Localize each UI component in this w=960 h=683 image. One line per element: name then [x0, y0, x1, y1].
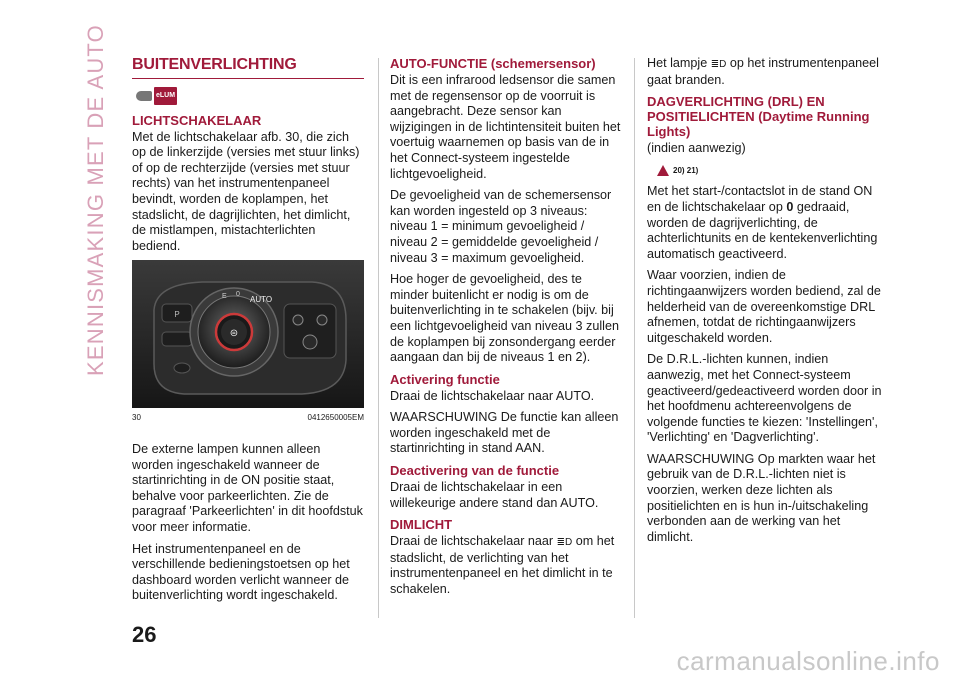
paragraph: De D.R.L.-lichten kunnen, indien aanwezig, met het Connect-systeem geactiveerd/gedeactiveerd worden door in het hoofdmenu achtereenvolgens de volgende functies te kiezen: 'Instellingen', 'Verlichting' en 'Dagverlichting'.: [647, 352, 882, 445]
text-fragment: Draai de lichtschakelaar naar: [390, 534, 554, 549]
column-divider: [634, 58, 635, 618]
paragraph: Hoe hoger de gevoeligheid, des te minder buitenlicht er nodig is om de buitenverlichting in te schakelen (bijv. bij een lichtgevoeligheid van niveau 3 zullen de koplampen bij zonsondergang eerder aangaan dan bij de niveaus 1 en 2).: [390, 272, 619, 365]
chapter-title-rule: [132, 78, 364, 79]
watermark: carmanualsonline.info: [676, 646, 940, 676]
paragraph: Dit is een infrarood ledsensor die samen met de regensensor op de voorruit is aangebracht. Deze sensor kan wijzigingen in de lichtintensiteit buiten het voertuig waarnemen op basis van de in het Connect-systeem ingestelde lichtgevoeligheid.: [390, 73, 621, 181]
paragraph: Draai de lichtschakelaar naar AUTO.: [390, 388, 595, 403]
switch-position-zero: 0: [786, 199, 794, 214]
text-fragment: gedraaid, worden de dagrijverlichting, de achterlichtunits en de kentekenverlichting automatisch geactiveerd.: [647, 199, 878, 261]
chapter-side-tab-label: KENNISMAKING MET DE AUTO: [83, 24, 108, 376]
warning-reference-numbers: 20) 21): [673, 165, 699, 175]
page-number: 26: [132, 622, 157, 647]
figure-code: 0412650005EM: [307, 413, 364, 423]
section-title-lichtschakelaar: LICHTSCHAKELAAR: [132, 112, 262, 128]
reference-badge-row: [136, 87, 364, 105]
section-title-deactivation: Deactivering van de functie: [390, 463, 560, 479]
paragraph: Het instrumentenpaneel en de verschillende bedieningstoetsen op het dashboard worden verlicht wanneer de buitenverlichting wordt ingeschakeld.: [132, 541, 350, 603]
paragraph: WAARSCHUWING Op markten waar het gebruik van de D.R.L.-lichten niet is voorzien, werken deze lichten als positielichten en is hun in-/uitschakeling verbonden aan de werking van het dimlicht.: [647, 451, 876, 544]
figure-label-p: P: [174, 310, 180, 320]
optional-note: (indien aanwezig): [647, 141, 746, 156]
light-switch-illustration: [132, 260, 364, 408]
pointing-hand-icon: [136, 91, 152, 101]
figure-number: 30: [132, 413, 141, 423]
figure-label-zero: 0: [236, 291, 240, 299]
column-1: [132, 56, 364, 610]
text-fragment: Met het start-/contactslot in de stand ON en de lichtschakelaar op: [647, 184, 873, 214]
paragraph: Met de lichtschakelaar afb. 30, die zich op de linkerzijde (versies met stuur links) of op de rechterzijde (versies met stuur rechts) van het instrumentenpaneel bevindt, worden de koplampen, het stadslicht, de dagrijlichten, het dimlicht, de mistlampen, mistachterlichten bediend.: [132, 129, 360, 253]
column-divider: [378, 58, 379, 618]
text-fragment: Het lampje: [647, 56, 708, 70]
paragraph: [390, 534, 622, 597]
figure-label-e: E: [222, 293, 227, 301]
paragraph: Waar voorzien, indien de richtingaanwijzers worden bediend, zal de helderheid van de overeenkomstige DRL afnemen, totdat de richtingaanwijzers uitgeschakeld worden.: [647, 268, 881, 345]
low-beam-warning-light-icon: ≣D: [710, 59, 727, 70]
text-fragment: op het instrumentenpaneel gaat branden.: [647, 56, 879, 87]
paragraph: [647, 184, 883, 262]
column-3: [647, 56, 883, 551]
paragraph: De gevoeligheid van de schemersensor kan worden ingesteld op 3 niveaus: niveau 1 = minimum gevoeligheid / niveau 2 = gemiddelde gevoeligheid / niveau 3 = maximum gevoeligheid.: [390, 188, 612, 265]
section-title-auto-function: AUTO-FUNCTIE (schemersensor): [390, 56, 596, 71]
low-beam-icon: ≣D: [556, 537, 573, 549]
section-title-activation: Activering functie: [390, 371, 500, 387]
elum-badge: eLUM: [154, 87, 177, 105]
text-fragment: om het stadslicht, de verlichting van het instrumentenpaneel en het dimlicht in te schakelen.: [390, 534, 615, 597]
warning-reference: [657, 163, 883, 179]
paragraph: WAARSCHUWING De functie kan alleen worden ingeschakeld met de startinrichting in stand AAN.: [390, 410, 619, 456]
paragraph: Draai de lichtschakelaar in een willekeurige andere stand dan AUTO.: [390, 480, 599, 510]
section-title-drl: DAGVERLICHTING (DRL) EN POSITIELICHTEN (Daytime Running Lights): [647, 94, 870, 140]
figure-label-auto: AUTO: [250, 295, 273, 305]
figure-caption: [132, 410, 364, 426]
column-2: [390, 56, 622, 604]
paragraph: [647, 56, 883, 88]
light-switch-figure: [132, 260, 364, 408]
section-title-dimlicht: DIMLICHT: [390, 517, 453, 533]
warning-triangle-icon: [657, 165, 669, 176]
paragraph: De externe lampen kunnen alleen worden ingeschakeld wanneer de startinrichting in de ON positie staat, behalve voor parkeerlichten. Zie de paragraaf 'Parkeerlichten' in dit hoofdstuk voor meer informatie.: [132, 441, 363, 534]
chapter-title: BUITENVERLICHTING: [132, 56, 297, 73]
chapter-side-tab: [78, 24, 114, 376]
fog-light-icon: ⊜: [229, 328, 239, 340]
